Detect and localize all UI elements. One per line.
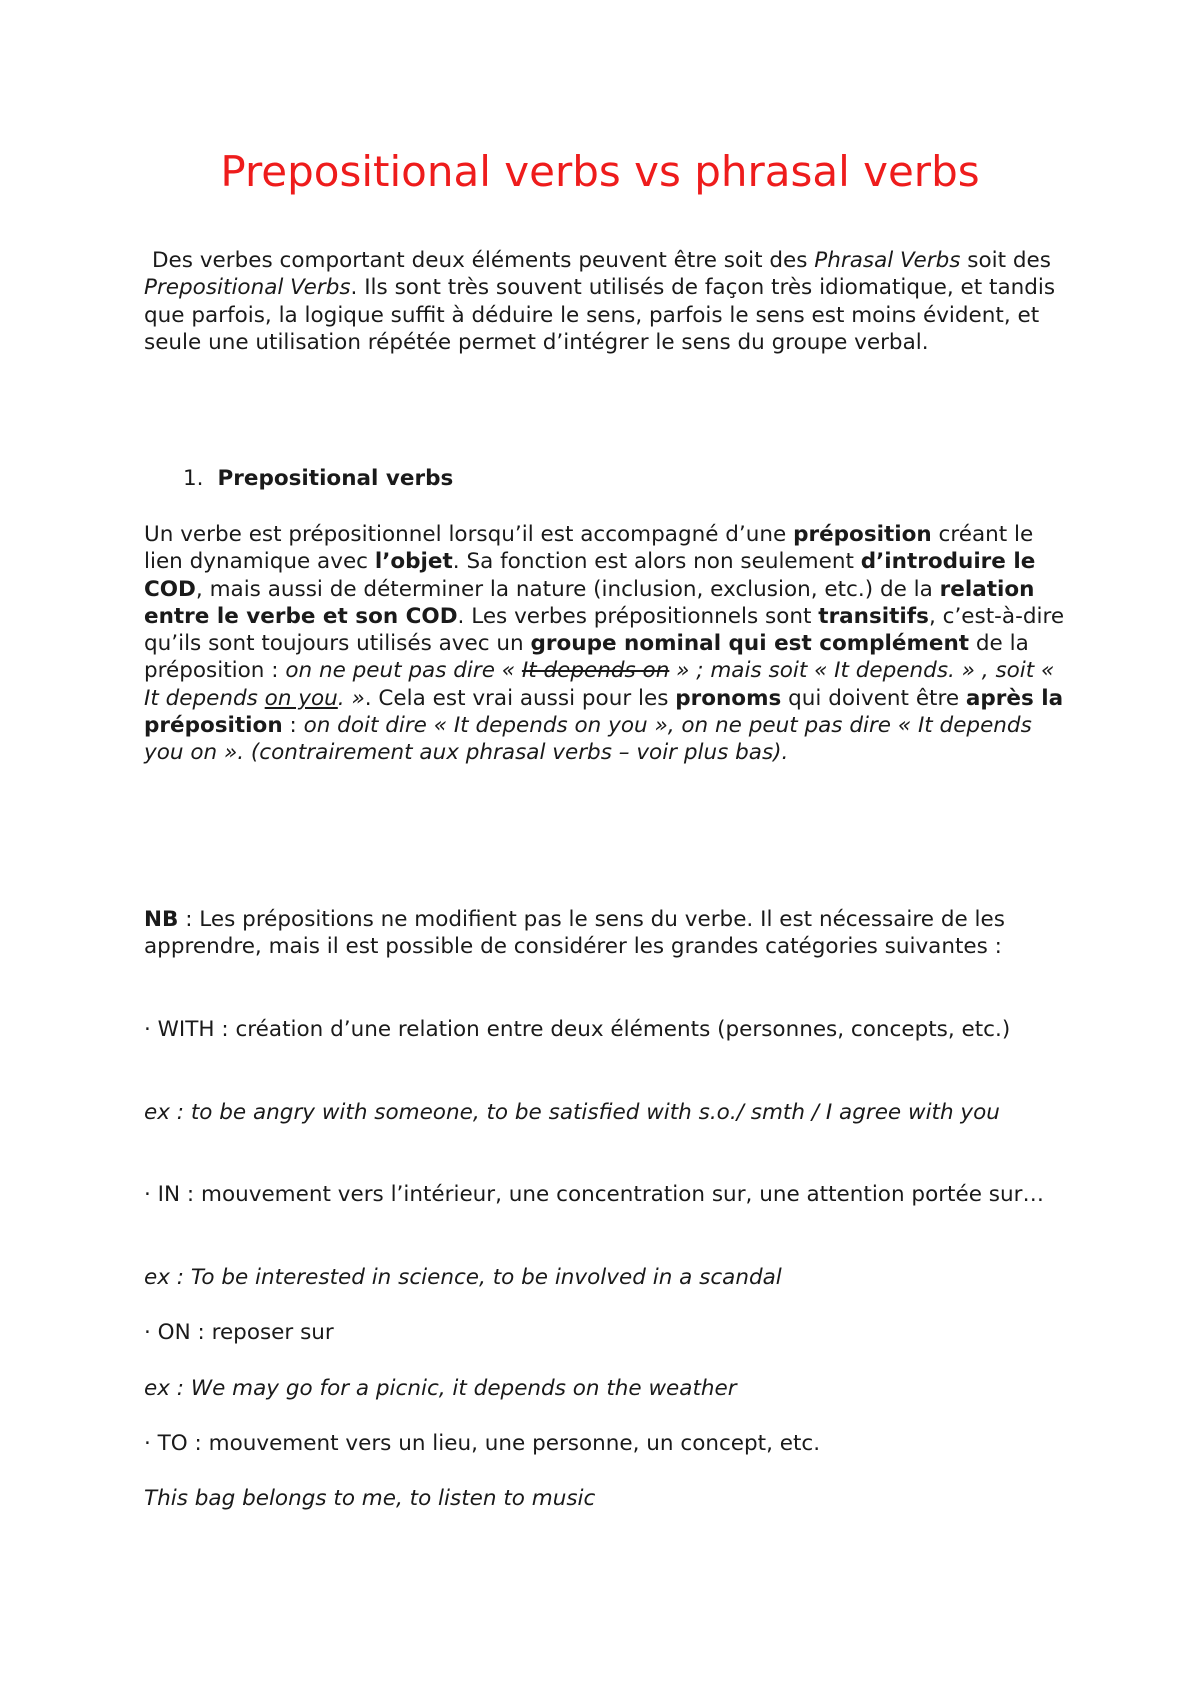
p1-s1: Un verbe est prépositionnel lorsqu’il est accompagné d’une <box>144 522 794 547</box>
nb-text: : Les prépositions ne modifient pas le sens du verbe. Il est nécessaire de les apprendre, mais il est possible de considérer les grandes catégories suivantes : <box>144 907 1005 960</box>
example-with <box>144 1099 1074 1126</box>
p1-s14: on ne peut pas dire « <box>285 658 522 684</box>
category-on: · ON : reposer sur <box>144 1320 334 1345</box>
p1-s7: , mais aussi de déterminer la nature (inclusion, exclusion, etc.) de la <box>195 576 940 602</box>
nb-paragraph <box>144 906 1074 961</box>
prepositional-paragraph <box>144 521 1074 767</box>
section-title: Prepositional verbs <box>217 466 454 491</box>
section-number: 1. <box>183 466 204 491</box>
p1-s6: d’introduire le COD <box>144 549 1036 602</box>
p1-s4: l’objet <box>374 549 453 575</box>
p1-s11: , c’est-à-dire qu’ils sont toujours utilisés avec un <box>144 603 1065 657</box>
p1-s22: après la préposition <box>144 685 1064 739</box>
example-to <box>144 1485 1074 1512</box>
document-title: Prepositional verbs vs phrasal verbs <box>220 147 980 196</box>
category-with: · WITH : création d’une relation entre deux éléments (personnes, concepts, etc.) <box>144 1017 1011 1042</box>
p1-s19: . Cela est vrai aussi pour les <box>364 685 676 711</box>
category-in: · IN : mouvement vers l’intérieur, une concentration sur, une attention portée sur… <box>144 1182 1044 1207</box>
example-in <box>144 1264 1074 1291</box>
p1-s9: . Les verbes prépositionnels sont <box>457 603 819 629</box>
p1-s3: créant le lien dynamique avec <box>144 522 1034 575</box>
intro-text-3: soit des <box>960 248 1051 273</box>
intro-phrasal-verbs: Phrasal Verbs <box>814 248 961 273</box>
p1-s10: transitifs <box>818 603 929 629</box>
p1-s17-underlined: on you <box>264 685 338 711</box>
p1-s21: qui doivent être <box>781 685 966 711</box>
p1-s24: on doit dire « It depends on you », on ne peut pas dire « It depends you on ». (contrairement aux phrasal verbs – voir plus bas). <box>144 713 1032 766</box>
p1-s18: . » <box>337 685 365 711</box>
p1-s2: préposition <box>793 522 932 547</box>
example-to-text: This bag belongs to me, to listen to music <box>144 1486 596 1511</box>
section-heading <box>183 465 453 492</box>
p1-s5: . Sa fonction est alors non seulement <box>452 549 861 575</box>
example-on-text: ex : We may go for a picnic, it depends on the weather <box>144 1376 737 1401</box>
example-in-text: ex : To be interested in science, to be involved in a scandal <box>144 1265 782 1290</box>
p1-s8: relation entre le verbe et son COD <box>144 576 1035 629</box>
p1-s20: pronoms <box>675 685 782 711</box>
p1-s15-struck: It depends on <box>521 658 670 684</box>
intro-text-5: . Ils sont très souvent utilisés de façon très idiomatique, et tandis que parfois, la logique suffit à déduire le sens, parfois le sens est moins évident, et seule une utilisation répétée permet d’intégrer le sens du groupe verbal. <box>144 275 1056 355</box>
category-to: · TO : mouvement vers un lieu, une personne, un concept, etc. <box>144 1431 821 1456</box>
example-on <box>144 1375 1074 1402</box>
p1-s13: de la préposition : <box>144 631 1029 684</box>
intro-paragraph <box>144 247 1074 356</box>
p1-s16: » ; mais soit « It depends. » , soit « It depends <box>144 658 1055 711</box>
p1-s23: : <box>282 713 304 739</box>
p1-s12: groupe nominal qui est complément <box>530 631 970 657</box>
nb-label: NB <box>144 907 179 932</box>
intro-prepositional-verbs: Prepositional Verbs <box>144 275 351 301</box>
intro-text-1: Des verbes comportant deux éléments peuvent être soit des <box>152 248 815 273</box>
example-with-text: ex : to be angry with someone, to be satisfied with s.o./ smth / I agree with you <box>144 1100 1000 1125</box>
